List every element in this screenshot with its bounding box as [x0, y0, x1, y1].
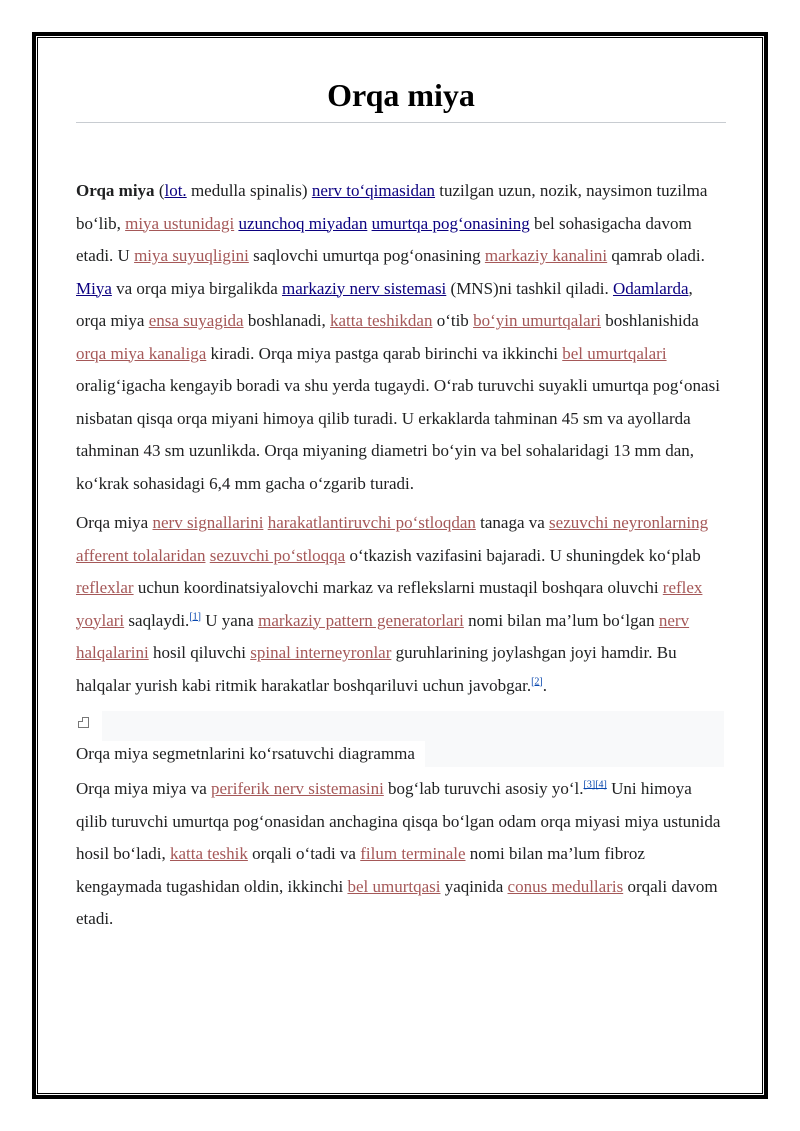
link-nerv-toqimasidan[interactable]: nerv to‘qimasidan: [311, 181, 436, 200]
link-lot[interactable]: lot.: [164, 181, 187, 200]
reference-link[interactable]: [3]: [583, 779, 596, 791]
link-harakatlantiruvchi-postloqdan[interactable]: harakatlantiruvchi po‘stloqdan: [267, 513, 476, 532]
link-markaziy-nerv-sistemasi[interactable]: markaziy nerv sistemasi: [282, 278, 447, 298]
text-run: o‘tkazish vazifasini bajaradi. U shuningdek ko‘plab: [345, 545, 701, 565]
link-spinal-interneyronlar[interactable]: spinal interneyronlar: [250, 643, 392, 662]
link-filum-terminale[interactable]: filum terminale: [360, 844, 466, 863]
text-run: yaqinida: [440, 876, 508, 896]
reference-link[interactable]: [2]: [531, 675, 543, 687]
text-run: bog‘lab turuvchi asosiy yo‘l.: [383, 779, 584, 798]
link-umurtqa-pogonasining[interactable]: umurtqa pog‘onasining: [371, 213, 530, 233]
link-bel-umurtqalari[interactable]: bel umurtqalari: [562, 343, 667, 363]
link-boyin-umurtqalari[interactable]: bo‘yin umurtqalari: [473, 311, 602, 330]
link-miya[interactable]: Miya: [76, 278, 112, 298]
link-sezuvchi-postloqqa[interactable]: sezuvchi po‘stloqqa: [209, 545, 346, 565]
text-run: tuzilgan uzun, nozik, naysimon tuzilma bo‘lib,: [76, 181, 708, 233]
term-bold: Orqa miya: [76, 181, 155, 200]
link-odamlarda[interactable]: Odamlarda: [612, 278, 689, 298]
reference-3[interactable]: [584, 779, 596, 790]
text-run: hosil qiluvchi: [148, 643, 251, 662]
text-run: saqlovchi umurtqa pog‘onasining: [248, 246, 485, 265]
link-afferent-tolalaridan[interactable]: afferent tolalaridan: [76, 545, 206, 565]
text-run: nomi bilan ma’lum fibroz kengaymada tugashidan oldin, ikkinchi: [76, 844, 645, 896]
link-ensa-suyagida[interactable]: ensa suyagida: [148, 311, 244, 330]
text-run: boshlanishida: [601, 311, 699, 330]
link-orqa-miya-kanaliga[interactable]: orqa miya kanaliga: [76, 343, 207, 363]
link-sezuvchi-neyronlarning[interactable]: sezuvchi neyronlarning: [549, 513, 709, 532]
text-run: Orqa miya miya va: [76, 779, 212, 798]
link-reflexlar[interactable]: reflexlar: [76, 578, 134, 597]
figure-diagram: [76, 711, 726, 767]
link-miya-ustunidagi[interactable]: miya ustunidagi: [125, 213, 235, 233]
text-run: guruhlarining joylashgan joyi hamdir. Bu halqalar yurish kabi ritmik harakatlar boshqariluvi uchun javobgar.: [76, 643, 677, 695]
paragraph-anatomy: [76, 773, 726, 936]
text-run: , orqa miya: [76, 278, 693, 330]
link-conus-medullaris[interactable]: conus medullaris: [507, 876, 624, 896]
link-miya-suyuqligini[interactable]: miya suyuqligini: [134, 246, 249, 265]
link-uzunchoq-miyadan[interactable]: uzunchoq miyadan: [238, 213, 368, 233]
text-run: orqali o‘tadi va: [247, 844, 361, 863]
text-run: bel sohasigacha davom etadi. U: [76, 213, 692, 265]
reference-link[interactable]: [4]: [595, 779, 607, 791]
text-run: Uni himoya qilib turuvchi umurtqa pog‘onasidan anchagina qisqa bo‘lgan odam orqa miyasi miya ustunida hosil bo‘ladi,: [76, 779, 721, 863]
link-nerv-halqalarini[interactable]: nerv halqalarini: [76, 610, 690, 662]
text-run: orqali davom etadi.: [76, 876, 718, 928]
text-run: (: [154, 181, 165, 200]
link-markaziy-kanalini[interactable]: markaziy kanalini: [484, 246, 608, 265]
text-run: medulla spinalis): [186, 181, 312, 200]
link-reflex-yoylari[interactable]: reflex yoylari: [76, 578, 703, 630]
reference-link[interactable]: [1]: [189, 610, 201, 622]
text-run: o‘tib: [432, 311, 474, 330]
figure-caption: Orqa miya segmetnlarini ko‘rsatuvchi diagramma: [76, 741, 425, 767]
text-run: va orqa miya birgalikda: [111, 278, 282, 298]
link-katta-teshikdan[interactable]: katta teshikdan: [330, 311, 433, 330]
text-run: qamrab oladi.: [607, 246, 705, 265]
reference-2[interactable]: [531, 676, 543, 687]
reference-1[interactable]: [189, 611, 201, 622]
link-markaziy-pattern-generatorlari[interactable]: markaziy pattern generatorlari: [258, 610, 464, 630]
text-run: Orqa miya: [76, 513, 153, 532]
broken-image-icon[interactable]: [78, 717, 89, 728]
text-run: (MNS)ni tashkil qiladi.: [446, 278, 613, 298]
text-run: kiradi. Orqa miya pastga qarab birinchi va ikkinchi: [206, 343, 563, 363]
link-katta-teshik[interactable]: katta teshik: [169, 844, 248, 863]
link-nerv-signallarini[interactable]: nerv signallarini: [152, 513, 264, 532]
reference-4[interactable]: [595, 779, 607, 790]
text-run: boshlanadi,: [243, 311, 330, 330]
link-bel-umurtqasi[interactable]: bel umurtqasi: [347, 876, 441, 896]
page-title: Orqa miya: [76, 70, 726, 123]
text-run: uchun koordinatsiyalovchi markaz va reflekslarni mustaqil boshqara oluvchi: [133, 578, 663, 597]
text-run: saqlaydi.: [124, 610, 190, 630]
paragraph-functions: [76, 507, 726, 702]
text-run: nomi bilan ma’lum bo‘lgan: [463, 610, 659, 630]
link-periferik-nerv-sistemasini[interactable]: periferik nerv sistemasini: [211, 779, 384, 798]
text-run: .: [542, 675, 548, 695]
article-body: [76, 70, 726, 936]
text-run: oralig‘igacha kengayib boradi va shu yerda tugaydi. O‘rab turuvchi suyakli umurtqa pog‘onasi nisbatan qisqa orqa miyani himoya qilib turadi. U erkaklarda tahminan 45 sm va ayollarda tahminan 43 sm uzunlikda. Orqa miyaning diametri bo‘yin va bel sohalaridagi 13 mm dan, ko‘krak sohasidagi 6,4 mm gacha o‘zgarib turadi.: [76, 376, 720, 493]
text-run: tanaga va: [475, 513, 550, 532]
text-run: U yana: [200, 610, 259, 630]
paragraph-intro: [76, 175, 726, 500]
